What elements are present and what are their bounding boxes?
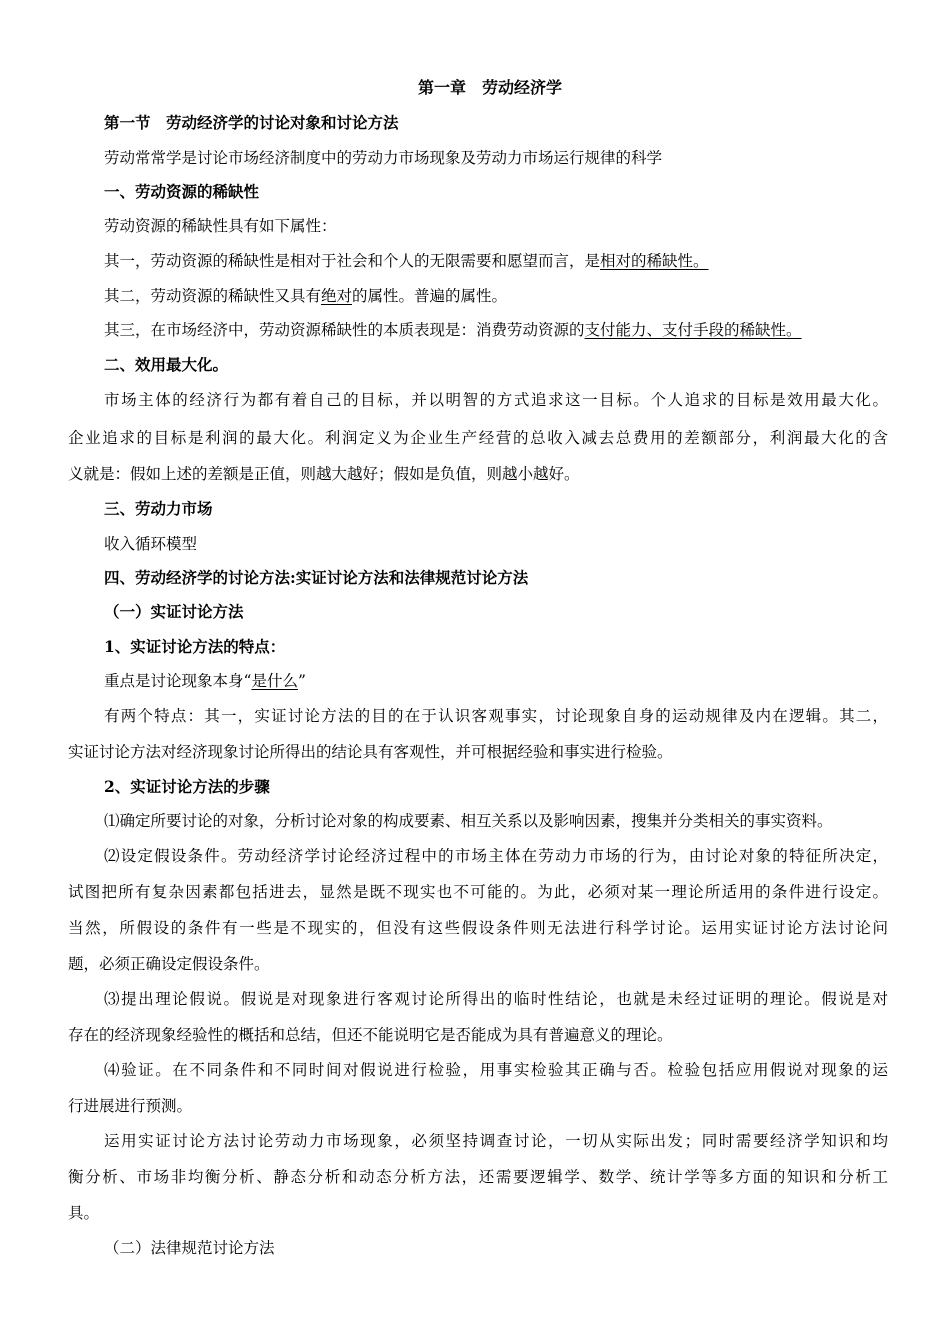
step-2-line: ⑵设定假设条件。劳动经济学讨论经济过程中的市场主体在劳动力市场的行为，由讨论对象的特征所决定， [104,847,888,865]
utility-paragraph-line: 企业追求的目标是利润的最大化。利润定义为企业生产经营的总收入减去总费用的差额部分，利润最大化的含 [68,429,888,447]
conclusion-line: 运用实证讨论方法讨论劳动力市场现象，必须坚持调查讨论，一切从实际出发；同时需要经济学知识和均 [104,1132,888,1150]
prop3-text: 其三，在市场经济中，劳动资源稀缺性的本质表现是：消费劳动资源的 [104,321,585,339]
prop1-text: 其一，劳动资源的稀缺性是相对于社会和个人的无限需要和愿望而言，是 [104,252,601,270]
features-paragraph-line: 有两个特点：其一，实证讨论方法的目的在于认识客观事实，讨论现象自身的运动规律及内在逻辑。其二， [104,707,888,725]
prop2-tail: 的属性。普遍的属性。 [352,287,508,305]
features-paragraph-line: 实证讨论方法对经济现象讨论所得出的结论具有客观性，并可根据经验和事实进行检验。 [68,743,673,761]
prop2-text: 其二，劳动资源的稀缺性又具有 [104,287,322,305]
chapter-title: 第一章 劳动经济学 [417,78,562,97]
subheading-features: 1、实证讨论方法的特点： [104,637,286,656]
conclusion-line: 具。 [68,1204,100,1222]
focus-line [104,671,950,691]
subheading-normative-method: （二）法律规范讨论方法 [104,1239,275,1257]
step-2-line: 当然，所假设的条件有一些是不现实的，但没有这些假设条件则无法进行科学讨论。运用实证讨论方法讨论问 [68,919,888,937]
focus-tail: ” [297,672,306,690]
scarcity-intro: 劳动资源的稀缺性具有如下属性： [104,217,337,235]
heading-utility: 二、效用最大化。 [104,355,229,374]
step-3-line: 存在的经济现象经验性的概括和总结，但还不能说明它是否能成为具有普遍意义的理论。 [68,1026,673,1044]
heading-methods: 四、劳动经济学的讨论方法:实证讨论方法和法律规范讨论方法 [104,568,529,587]
scarcity-property-1 [104,251,950,271]
prop3-underlined: 支付能力、支付手段的稀缺性。 [584,321,802,339]
utility-paragraph-line: 义就是：假如上述的差额是正值，则越大越好；假如是负值，则越小越好。 [68,465,580,483]
step-2-line: 题，必须正确设定假设条件。 [68,955,270,973]
prop1-underlined: 相对的稀缺性。 [600,252,709,270]
utility-paragraph-line: 市场主体的经济行为都有着自己的目标，并以明智的方式追求这一目标。个人追求的目标是效用最大化。 [104,391,888,409]
heading-labor-market: 三、劳动力市场 [104,499,213,518]
subheading-positive-method: （一）实证讨论方法 [104,602,244,621]
step-1-line: ⑴确定所要讨论的对象，分析讨论对象的构成要素、相互关系以及影响因素，搜集并分类相关的事实资料。 [104,812,833,830]
heading-scarcity: 一、劳动资源的稀缺性 [104,182,260,201]
subheading-steps: 2、实证讨论方法的步骤 [104,777,270,796]
scarcity-property-2 [104,286,950,306]
scarcity-property-3 [104,320,950,340]
focus-underlined: 是什么 [251,672,298,690]
step-3-line: ⑶提出理论假说。假说是对现象进行客观讨论所得出的临时性结论，也就是未经过证明的理论。假说是对 [104,990,888,1008]
prop2-underlined: 绝对 [321,287,353,305]
step-4-line: ⑷验证。在不同条件和不同时间对假说进行检验，用事实检验其正确与否。检验包括应用假说对现象的运 [104,1061,888,1079]
definition-text: 劳动常常学是讨论市场经济制度中的劳动力市场现象及劳动力市场运行规律的科学 [104,149,663,167]
section-heading: 第一节 劳动经济学的讨论对象和讨论方法 [104,113,399,132]
conclusion-line: 衡分析、市场非均衡分析、静态分析和动态分析方法，还需要逻辑学、数学、统计学等多方面的知识和分析工 [68,1168,888,1186]
income-model-text: 收入循环模型 [104,535,198,553]
focus-text: 重点是讨论现象本身“ [104,672,252,690]
step-2-line: 试图把所有复杂因素都包括进去，显然是既不现实也不可能的。为此，必须对某一理论所适用的条件进行设定。 [68,883,888,901]
step-4-line: 行进展进行预测。 [68,1097,193,1115]
